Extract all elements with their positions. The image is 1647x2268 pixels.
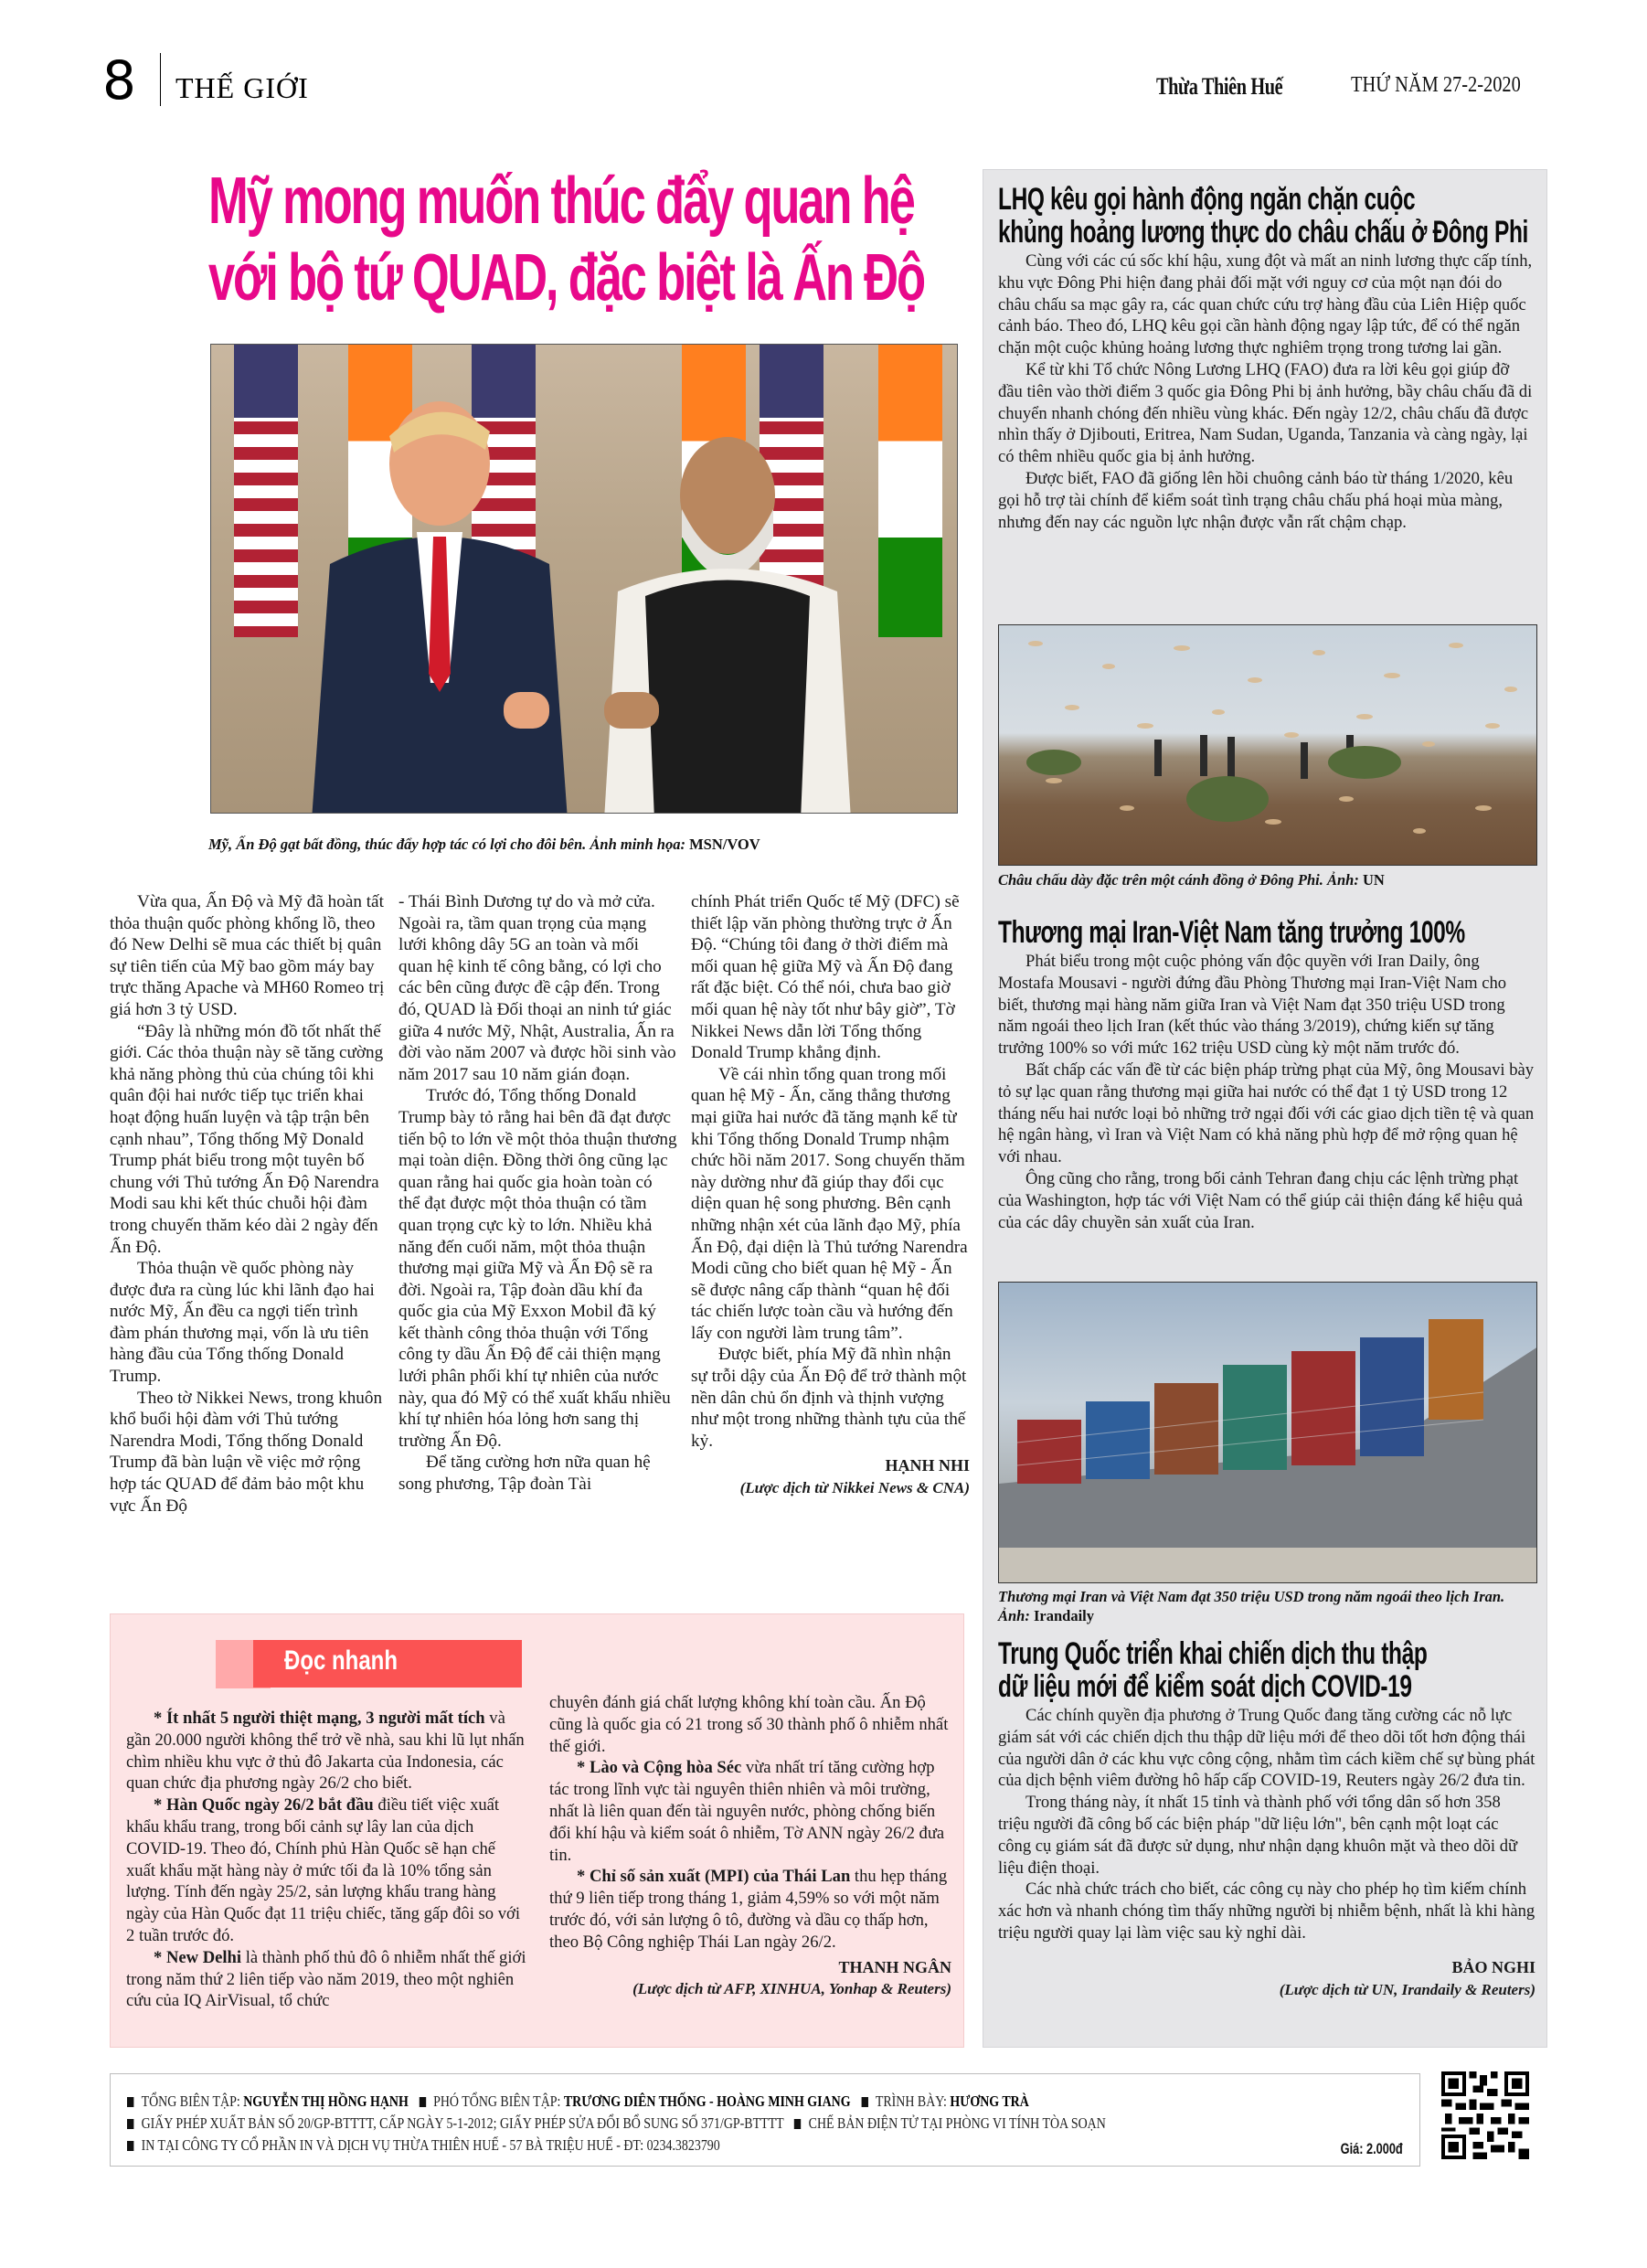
price-label: Giá: 2.000đ (1340, 2140, 1403, 2157)
main-photo (210, 344, 958, 814)
footer-printer-line: IN TẠI CÔNG TY CỔ PHẦN IN VÀ DỊCH VỤ THỪA THIÊN HUẾ - 57 BÀ TRIỆU HUẾ - ĐT: 0234.3823790 (127, 2135, 1174, 2156)
paragraph: “Đây là những món đồ tốt nhất thế giới. Các thỏa thuận này sẽ tăng cường khả năng phòng thủ của chúng tôi khi quân đội hai nước tiếp tục triển khai hoạt động huấn luyện và tập trận bên cạnh nhau”, Tổng thống Mỹ Donald Trump phát biểu trong một tuyên bố chung với Thủ tướng Ấn Độ Narendra Modi sau khi kết thúc chuỗi hội đàm trong chuyến thăm kéo dài 2 ngày đến Ấn Độ. (110, 1021, 384, 1257)
article-body (998, 951, 1535, 1233)
square-bullet-icon (127, 2119, 133, 2129)
footer-editors-line: TỔNG BIÊN TẬP: NGUYỄN THỊ HỒNG HẠNH PHÓ TỔNG BIÊN TẬP: TRƯƠNG DIÊN THỐNG - HOÀNG MINH GIANG TRÌNH BÀY: HƯƠNG TRÀ (127, 2091, 1174, 2113)
container-ship-illustration (999, 1283, 1537, 1583)
square-bullet-icon (794, 2119, 801, 2129)
article-column-2 (398, 891, 677, 1496)
qr-code-icon[interactable] (1441, 2071, 1529, 2159)
sidebar-article-china-covid (998, 1637, 1535, 2000)
square-bullet-icon (127, 2097, 133, 2107)
article-column-3 (691, 891, 970, 1499)
main-photo-caption: Mỹ, Ấn Độ gạt bất đồng, thúc đẩy hợp tác có lợi cho đôi bên. Ảnh minh họa: MSN/VOV (208, 836, 760, 853)
paragraph: Được biết, phía Mỹ đã nhìn nhận sự trỗi dậy của Ấn Độ để trở thành một nền dân chủ ổn định và thịnh vượng như một trong những thành tựu của thế kỷ. (691, 1345, 967, 1451)
article-body (998, 250, 1535, 533)
paragraph: Trước đó, Tổng thống Donald Trump bày tỏ rằng hai bên đã đạt được tiến bộ to lớn về một thỏa thuận thương mại toàn diện. Đồng thời ông cũng lạc quan rằng hai quốc gia hoàn toàn có thể đạt được một thỏa thuận có tầm quan trọng cực kỳ to lớn. Nhiều khả năng đến cuối năm, một thỏa thuận thương mại giữa Mỹ và Ấn Độ sẽ ra đời. Ngoài ra, Tập đoàn dầu khí đa quốc gia của Mỹ Exxon Mobil đã ký kết thành công thỏa thuận với Tổng công ty dầu Ấn Độ để cải thiện mạng lưới phân phối khí tự nhiên của nước này, qua đó Mỹ có thể xuất khẩu nhiều khí tự nhiên hóa lỏng hơn sang thị trường Ấn Độ. (398, 1086, 677, 1451)
quick-read-item: * New Delhi là thành phố thủ đô ô nhiễm nhất thế giới trong năm thứ 2 liên tiếp vào năm 2019, theo một nghiên cứu của IQ AirVisual, tổ chức (126, 1947, 526, 2011)
paragraph: Thỏa thuận về quốc phòng này được đưa ra cùng lúc khi lãnh đạo hai nước Mỹ, Ấn đều ca ngợi tiến trình đàm phán thương mại, vốn là ưu tiên hàng đầu của Tổng thống Donald Trump. (110, 1259, 375, 1387)
article-source: (Lược dịch từ AFP, XINHUA, Yonhap & Reuters) (632, 1980, 951, 1998)
quick-read-column-2 (549, 1692, 951, 2000)
paragraph: Ông cũng cho rằng, trong bối cảnh Tehran đang chịu các lệnh trừng phạt của Washington, hợp tác với Việt Nam có thể giúp cải thiện đáng kể hiệu quả của các dây chuyền sản xuất của Iran. (998, 1168, 1524, 1232)
article-source: (Lược dịch từ UN, Irandaily & Reuters) (1279, 1980, 1535, 1998)
footer-license-line: GIẤY PHÉP XUẤT BẢN SỐ 20/GP-BTTTT, CẤP NGÀY 5-1-2012; GIẤY PHÉP SỬA ĐỔI BỔ SUNG SỐ 371/GP-BTTTT CHẾ BẢN ĐIỆN TỬ TẠI PHÒNG VI TÍNH TÒA SOẠN (127, 2113, 1174, 2135)
quick-read-tab: Đọc nhanh (253, 1640, 522, 1688)
locust-photo (998, 624, 1537, 866)
paragraph: - Thái Bình Dương tự do và mở cửa. Ngoài ra, tầm quan trọng của mạng lưới không dây 5G an toàn và mối quan hệ kinh tế công bằng, có lợi cho các bên cũng được đề cập đến. Trong đó, QUAD là Đối thoại an ninh tứ giác giữa 4 nước Mỹ, Nhật, Australia, Ấn ra đời vào năm 2007 và được hồi sinh vào năm 2017 sau 10 năm gián đoạn. (398, 892, 676, 1084)
locust-swarm-illustration (999, 625, 1537, 866)
paragraph: Cùng với các cú sốc khí hậu, xung đột và mất an ninh lương thực cấp tính, khu vực Đông Phi hiện đang phải đối mặt với nguy cơ của một nạn đói do châu chấu sa mạc gây ra, các quan chức cứu trợ hàng đầu của Liên Hiệp quốc cảnh báo. Theo đó, LHQ kêu gọi cần hành động ngay lập tức, để có thể ngăn chặn một cuộc khủng hoảng lương thực nghiêm trọng trong tương lai gần. (998, 251, 1533, 358)
paragraph: Trong tháng này, ít nhất 15 tỉnh và thành phố với tổng dân số hơn 358 triệu người đã công bố các biện pháp "dữ liệu lớn", bên cạnh một loạt các công cụ giám sát đã được sử dụng, như nhận dạng khuôn mặt và theo dõi dữ liệu điện thoại. (998, 1793, 1518, 1878)
quick-read-item: * Ít nhất 5 người thiệt mạng, 3 người mất tích và gần 20.000 người không thể trở về nhà, sau khi lũ lụt nhấn chìm nhiều khu vực ở thủ đô Jakarta của Indonesia, các quan chức địa phương ngày 26/2 cho biết. (126, 1709, 525, 1794)
newspaper-name: Thừa Thiên Huế (1156, 73, 1283, 100)
quick-read-box (110, 1613, 964, 2048)
article-title: LHQ kêu gọi hành động ngăn chặn cuộc khủng hoảng lương thực do châu chấu ở Đông Phi (998, 182, 1529, 250)
headline-line-2: với bộ tứ QUAD, đặc biệt là Ấn Độ (208, 241, 924, 314)
headline-line-1: Mỹ mong muốn thúc đẩy quan hệ (208, 165, 914, 238)
locust-photo-caption: Châu chấu dày đặc trên một cánh đồng ở Đông Phi. Ảnh: UN (998, 871, 1385, 889)
author-byline: THANH NGÂN (838, 1957, 951, 1976)
quick-read-item: chuyên đánh giá chất lượng không khí toàn cầu. Ấn Độ cũng là quốc gia có 21 trong số 30 thành phố ô nhiễm nhất thế giới. (549, 1693, 949, 1756)
container-ship-photo (998, 1282, 1537, 1583)
author-byline: HẠNH NHI (885, 1456, 970, 1475)
article-column-1 (110, 891, 388, 1517)
article-body (998, 1705, 1535, 2000)
article-title: Trung Quốc triển khai chiến dịch thu thập dữ liệu mới để kiểm soát dịch COVID-19 (998, 1636, 1428, 1704)
author-byline: BẢO NGHI (1451, 1957, 1535, 1976)
paragraph: Được biết, FAO đã giống lên hồi chuông cảnh báo từ tháng 1/2020, kêu gọi hỗ trợ tài chính để kiểm soát tình trạng châu chấu phá hoại mùa màng, nhưng đến nay các nguồn lực nhận được vẫn rất chậm chạp. (998, 468, 1514, 532)
paragraph: Bất chấp các vấn đề từ các biện pháp trừng phạt của Mỹ, ông Mousavi bày tỏ sự lạc quan rằng thương mại giữa hai nước có thể đạt 1 tỷ USD trong 12 tháng nếu hai nước loại bỏ những trở ngại đối với các giao dịch tiền tệ và quan hệ ngân hàng, vì Iran và Việt Nam có khả năng phù hợp để mở rộng quan hệ với nhau. (998, 1059, 1535, 1167)
publication-date: THỨ NĂM 27-2-2020 (1351, 73, 1521, 97)
person-trump (312, 381, 568, 814)
quick-read-item: * Hàn Quốc ngày 26/2 bắt đầu điều tiết việc xuất khẩu khẩu trang, trong bối cảnh sự lây lan của dịch COVID-19. Theo đó, Chính phủ Hàn Quốc sẽ hạn chế xuất khẩu mặt hàng này ở mức tối đa là 10% tổng sản lượng. Tính đến ngày 25/2, sản lượng khẩu trang hàng ngày của Hàn Quốc đạt 11 triệu chiếc, tăng gấp đôi so với 2 tuần trước đó. (126, 1795, 520, 1945)
paragraph: chính Phát triển Quốc tế Mỹ (DFC) sẽ thiết lập văn phòng thường trực ở Ấn Độ. “Chúng tôi đang ở thời điểm mà mối quan hệ giữa Mỹ và Ấn Độ đang rất đặc biệt. Có thể nói, chưa bao giờ mối quan hệ này tốt như bây giờ”, Tờ Nikkei News dẫn lời Tổng thống Donald Trump khẳng định. (691, 892, 960, 1063)
paragraph: Các chính quyền địa phương ở Trung Quốc đang tăng cường các nỗ lực giám sát với các chiến dịch thu thập dữ liệu mới để theo dõi tốt hơn động thái của người dân ở các khu vực công cộng, nhằm tìm cách kiềm chế sự bùng phát của dịch bệnh viêm đường hô hấp cấp COVID-19, Reuters ngày 26/2 đưa tin. (998, 1706, 1535, 1791)
square-bullet-icon (861, 2097, 867, 2107)
main-headline (208, 163, 924, 316)
paragraph: Để tăng cường hơn nữa quan hệ song phương, Tập đoàn Tài (398, 1453, 651, 1495)
paragraph: Phát biểu trong một cuộc phỏng vấn độc quyền với Iran Daily, ông Mostafa Mousavi - người đứng đầu Phòng Thương mại Iran-Việt Nam cho biết, thương mại hàng năm giữa Iran và Việt Nam đạt 350 triệu USD trong năm ngoái theo lịch Iran (kết thúc vào tháng 3/2019), chứng kiến sự tăng trưởng 100% so với mức 162 triệu USD cùng kỳ một năm trước đó. (998, 952, 1507, 1059)
paragraph: Các nhà chức trách cho biết, các công cụ này cho phép họ tìm kiếm chính xác hơn và nhanh chóng tìm thấy những người bị nhiễm bệnh, nhất là khi hàng triệu người quay lại làm việc sau kỳ nghỉ dài. (998, 1879, 1535, 1943)
paragraph: Kể từ khi Tổ chức Nông Lương LHQ (FAO) đưa ra lời kêu gọi giúp đỡ đầu tiên vào thời điểm 3 quốc gia Đông Phi bị ảnh hưởng, bầy châu chấu đã di chuyển nhanh chóng đến nhiều vùng khác. Đến ngày 12/2, châu chấu đã được nhìn thấy ở Djibouti, Eritrea, Nam Sudan, Uganda, Tanzania và càng ngày, lại có thêm nhiều quốc gia bị ảnh hưởng. (998, 359, 1533, 467)
us-flag (234, 345, 298, 637)
section-title: THẾ GIỚI (175, 71, 309, 104)
header-divider (160, 53, 161, 106)
india-flag (878, 345, 942, 637)
sidebar-article-locusts (998, 183, 1535, 533)
news-sidebar (983, 169, 1547, 2048)
page-number: 8 (102, 49, 136, 112)
square-bullet-icon (127, 2141, 133, 2151)
square-bullet-icon (420, 2097, 426, 2107)
ship-photo-caption: Thương mại Iran và Việt Nam đạt 350 triệu USD trong năm ngoái theo lịch Iran. Ảnh: Irandaily (998, 1588, 1505, 1624)
quick-read-column-1 (126, 1708, 528, 2012)
article-source: (Lược dịch từ Nikkei News & CNA) (739, 1479, 970, 1497)
quick-read-item: * Lào và Cộng hòa Séc vừa nhất trí tăng cường hợp tác trong lĩnh vực tài nguyên thiên nhiên và môi trường, nhất là liên quan đến tài nguyên nước, phòng chống biến đổi khí hậu và kiểm soát ô nhiễm, Tờ ANN ngày 26/2 đưa tin. (549, 1758, 945, 1865)
sidebar-article-iran-vietnam (998, 916, 1535, 1233)
paragraph: Về cái nhìn tổng quan trong mối quan hệ Mỹ - Ấn, căng thẳng thương mại giữa hai nước đã tăng mạnh kể từ khi Tổng thống Donald Trump nhậm chức hồi năm 2017. Song chuyến thăm này dường như đã giúp thay đổi cục diện quan hệ song phương. Bên cạnh những nhận xét của lãnh đạo Mỹ, phía Ấn Độ, đại diện là Thủ tướng Narendra Modi cũng cho biết quan hệ Mỹ - Ấn sẽ được nâng cấp thành “quan hệ đối tác chiến lược toàn cầu và hướng đến lấy con người làm trung tâm”. (691, 1064, 968, 1343)
person-modi (604, 409, 851, 814)
quick-read-item: * Chỉ số sản xuất (MPI) của Thái Lan thu hẹp tháng thứ 9 liên tiếp trong tháng 1, giảm 4,59% so với một năm trước đó, với sản lượng ô tô, đường và dầu cọ thấp hơn, theo Bộ Công nghiệp Thái Lan ngày 26/2. (549, 1867, 948, 1952)
imprint-footer (110, 2073, 1420, 2167)
article-title: Thương mại Iran-Việt Nam tăng trưởng 100% (998, 915, 1465, 950)
paragraph: Vừa qua, Ấn Độ và Mỹ đã hoàn tất thỏa thuận quốc phòng khổng lồ, theo đó New Delhi sẽ mua các thiết bị quân sự tiên tiến của Mỹ bao gồm máy bay trực thăng Apache và MH60 Romeo trị giá hơn 3 tỷ USD. (110, 892, 385, 1019)
paragraph: Theo tờ Nikkei News, trong khuôn khổ buổi hội đàm với Thủ tướng Narendra Modi, Tổng thống Donald Trump đã bàn luận về việc mở rộng hợp tác QUAD để đảm bảo một khu vực Ấn Độ (110, 1388, 383, 1516)
